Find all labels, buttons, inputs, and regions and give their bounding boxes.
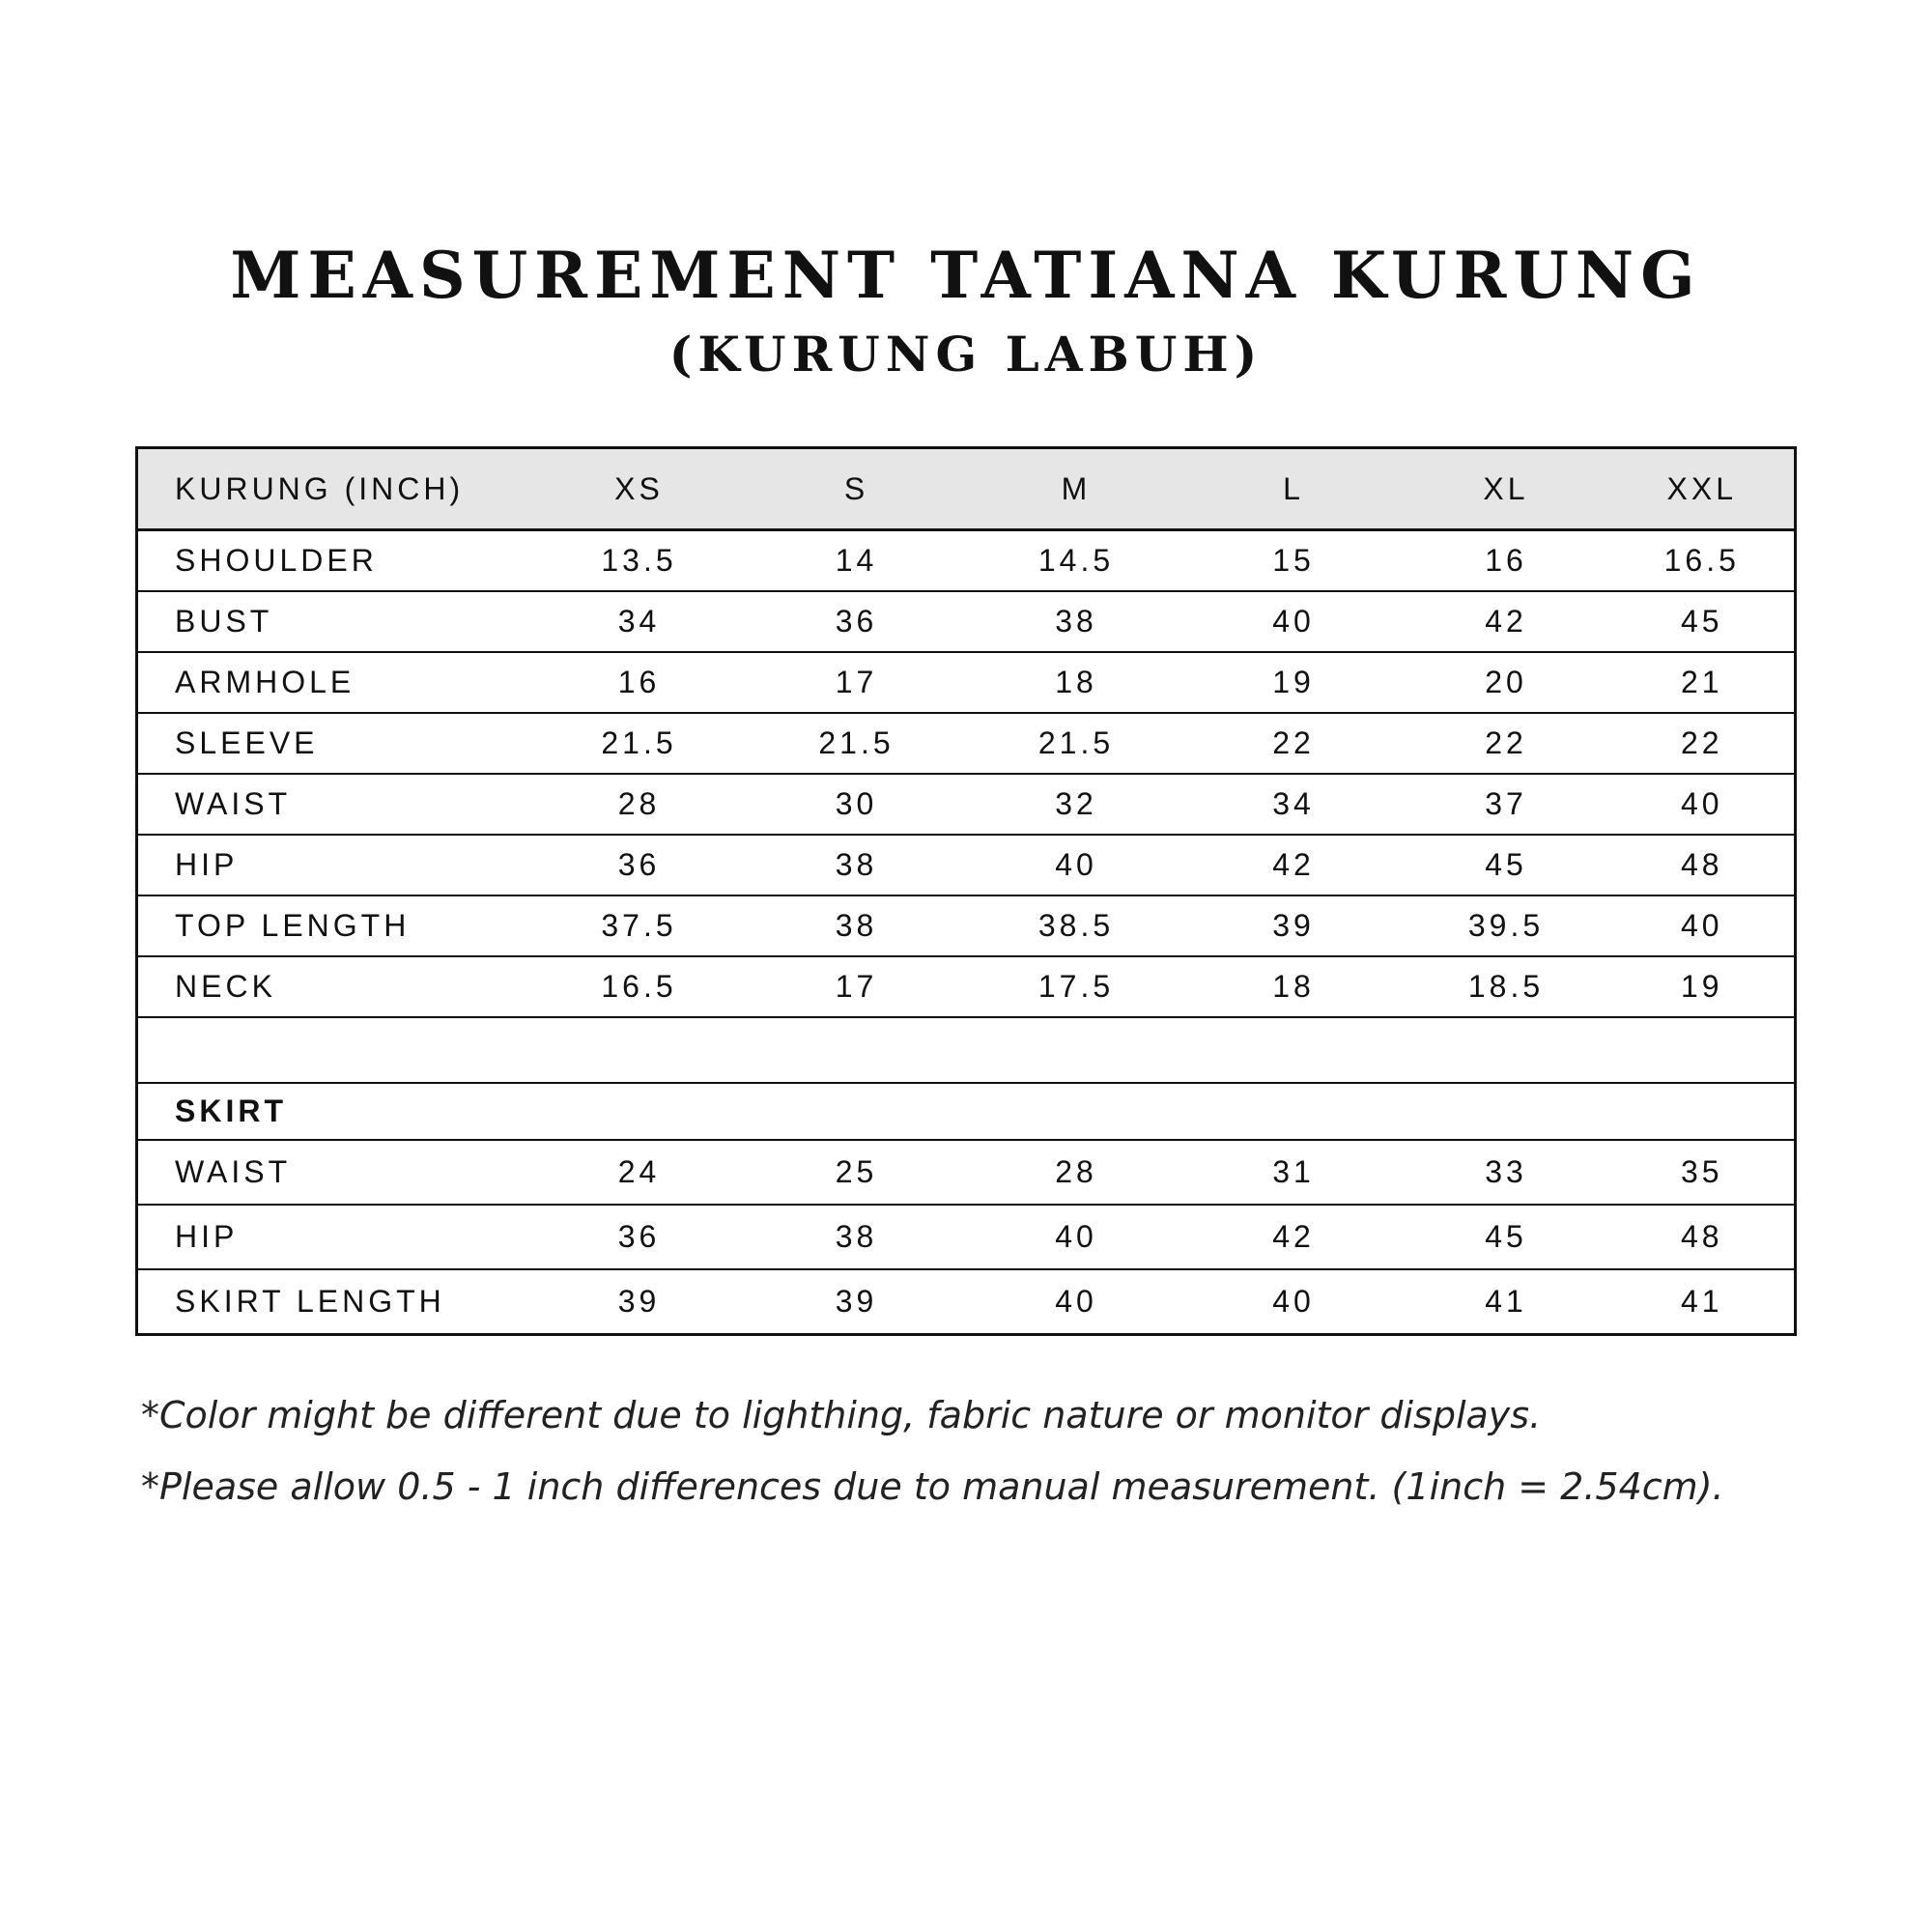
measurement-cell: 37.5 [533, 895, 746, 956]
measurement-cell: 24 [533, 1140, 746, 1205]
row-label: TOP LENGTH [137, 895, 533, 956]
measurement-cell: 14 [746, 530, 968, 592]
measurement-cell: 48 [1610, 1205, 1796, 1269]
measurement-cell: 22 [1403, 713, 1610, 774]
skirt-heading: SKIRT [137, 1083, 1796, 1140]
measurement-cell: 40 [968, 835, 1185, 895]
measurement-cell: 19 [1185, 652, 1403, 713]
table-row [137, 713, 1796, 774]
measurement-cell: 48 [1610, 835, 1796, 895]
skirt-section [137, 1017, 1796, 1140]
measurement-cell: 42 [1403, 591, 1610, 652]
measurement-cell: 35 [1610, 1140, 1796, 1205]
row-label: ARMHOLE [137, 652, 533, 713]
measurement-cell: 16.5 [1610, 530, 1796, 592]
measurement-cell: 40 [968, 1269, 1185, 1335]
measurement-cell: 13.5 [533, 530, 746, 592]
row-label: SHOULDER [137, 530, 533, 592]
measurement-cell: 25 [746, 1140, 968, 1205]
measurement-cell: 18.5 [1403, 956, 1610, 1017]
row-label: WAIST [137, 1140, 533, 1205]
row-label: SLEEVE [137, 713, 533, 774]
measurement-cell: 39.5 [1403, 895, 1610, 956]
row-label: NECK [137, 956, 533, 1017]
measurement-cell: 16.5 [533, 956, 746, 1017]
measurement-cell: 19 [1610, 956, 1796, 1017]
table-row [137, 1269, 1796, 1335]
measurement-cell: 41 [1610, 1269, 1796, 1335]
measurement-cell: 40 [1185, 1269, 1403, 1335]
measurement-cell: 38 [746, 835, 968, 895]
measurement-cell: 28 [533, 774, 746, 835]
measurement-cell: 45 [1403, 1205, 1610, 1269]
measurement-cell: 39 [1185, 895, 1403, 956]
row-label: WAIST [137, 774, 533, 835]
row-label: SKIRT LENGTH [137, 1269, 533, 1335]
measurement-cell: 42 [1185, 835, 1403, 895]
table-row [137, 591, 1796, 652]
size-header: XL [1403, 448, 1610, 530]
measurement-cell: 21 [1610, 652, 1796, 713]
size-header: M [968, 448, 1185, 530]
size-chart-table [135, 446, 1797, 1336]
size-header: S [746, 448, 968, 530]
measurement-cell: 17 [746, 652, 968, 713]
measurement-cell: 21.5 [746, 713, 968, 774]
measurement-cell: 45 [1403, 835, 1610, 895]
skirt-heading-row [137, 1083, 1796, 1140]
measurement-cell: 34 [1185, 774, 1403, 835]
row-label: BUST [137, 591, 533, 652]
measurement-cell: 40 [1610, 895, 1796, 956]
size-header: L [1185, 448, 1403, 530]
note-measurement: *Please allow 0.5 - 1 inch differences due to manual measurement. (1inch = 2.54cm). [141, 1465, 1724, 1508]
measurement-cell: 34 [533, 591, 746, 652]
row-label: HIP [137, 835, 533, 895]
measurement-cell: 31 [1185, 1140, 1403, 1205]
top-measurements [137, 530, 1796, 1018]
measurement-cell: 38.5 [968, 895, 1185, 956]
measurement-cell: 36 [533, 1205, 746, 1269]
measurement-cell: 17 [746, 956, 968, 1017]
table-row [137, 530, 1796, 592]
table-row [137, 835, 1796, 895]
size-header: XS [533, 448, 746, 530]
measurement-cell: 37 [1403, 774, 1610, 835]
measurement-cell: 42 [1185, 1205, 1403, 1269]
measurement-cell: 30 [746, 774, 968, 835]
notes [141, 1394, 1724, 1537]
measurement-cell: 33 [1403, 1140, 1610, 1205]
measurement-cell: 38 [746, 895, 968, 956]
measurement-cell: 15 [1185, 530, 1403, 592]
measurement-cell: 40 [968, 1205, 1185, 1269]
measurement-cell: 22 [1610, 713, 1796, 774]
table-row [137, 956, 1796, 1017]
measurement-cell: 39 [746, 1269, 968, 1335]
measurement-cell: 21.5 [968, 713, 1185, 774]
measurement-cell: 39 [533, 1269, 746, 1335]
measurement-cell: 38 [968, 591, 1185, 652]
table-row [137, 652, 1796, 713]
measurement-cell: 40 [1610, 774, 1796, 835]
size-header: XXL [1610, 448, 1796, 530]
measurement-cell: 17.5 [968, 956, 1185, 1017]
measurement-cell: 36 [746, 591, 968, 652]
measurement-cell: 28 [968, 1140, 1185, 1205]
measurement-cell: 18 [968, 652, 1185, 713]
measurement-cell: 18 [1185, 956, 1403, 1017]
row-label: HIP [137, 1205, 533, 1269]
measurement-cell: 41 [1403, 1269, 1610, 1335]
table-row [137, 774, 1796, 835]
page-title: MEASUREMENT TATIANA KURUNG [230, 238, 1702, 313]
table-header-row [137, 448, 1796, 530]
note-color: *Color might be different due to lighthing, fabric nature or monitor displays. [141, 1394, 1542, 1436]
table-row [137, 895, 1796, 956]
skirt-measurements [137, 1140, 1796, 1335]
measurement-cell: 16 [533, 652, 746, 713]
measurement-cell: 32 [968, 774, 1185, 835]
measurement-cell: 16 [1403, 530, 1610, 592]
measurement-cell: 36 [533, 835, 746, 895]
blank-row [137, 1017, 1796, 1083]
measurement-cell: 40 [1185, 591, 1403, 652]
measurement-cell: 22 [1185, 713, 1403, 774]
measurement-cell: 38 [746, 1205, 968, 1269]
page-subtitle: (KURUNG LABUH) [668, 326, 1264, 383]
measurement-cell: 14.5 [968, 530, 1185, 592]
table-row [137, 1205, 1796, 1269]
measurement-cell: 21.5 [533, 713, 746, 774]
measurement-cell: 45 [1610, 591, 1796, 652]
table-row [137, 1140, 1796, 1205]
header-label: KURUNG (INCH) [137, 448, 533, 530]
measurement-cell: 20 [1403, 652, 1610, 713]
